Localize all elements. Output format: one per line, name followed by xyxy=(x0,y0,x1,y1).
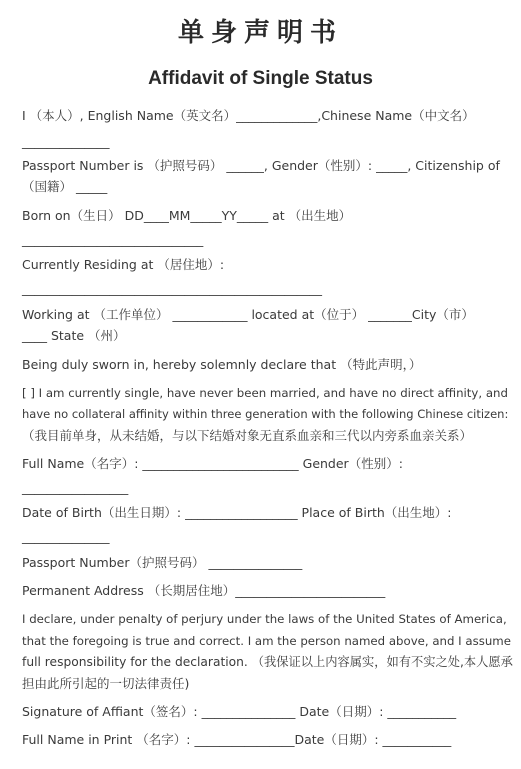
title-english: Affidavit of Single Status xyxy=(148,68,373,89)
line-birthplace-blank: _____________________________ xyxy=(22,232,204,247)
line-declaration-2: have no collateral affinity within three generation with the following Chinese citizen: xyxy=(22,407,509,421)
line-date-of-birth: Date of Birth（出生日期）: __________________ Place of Birth（出生地）: xyxy=(22,505,452,520)
line-declaration-cn: （我目前单身，从未结婚，与以下结婚对象无直系血亲和三代以内旁系血亲关系） xyxy=(22,428,473,443)
line-chinese-name-blank: ______________ xyxy=(22,134,110,149)
line-citizenship: （国籍） _____ xyxy=(22,179,108,194)
line-signature: Signature of Affiant（签名）: _______________ Date（日期）: ___________ xyxy=(22,704,457,719)
line-english-name: I （本人）, English Name（英文名）_____________,Chinese Name（中文名） xyxy=(22,108,475,123)
line-full-name-print: Full Name in Print （名字）: ________________Date（日期）: ___________ xyxy=(22,732,452,747)
line-perjury-2: that the foregoing is true and correct. I am the person named above, and I assume xyxy=(22,634,511,648)
line-residing-blank: ________________________________________________ xyxy=(22,281,322,296)
line-full-name: Full Name（名字）: _________________________ Gender（性别）: xyxy=(22,456,403,471)
line-perjury-cn: 担由此所引起的一切法律责任) xyxy=(22,676,190,691)
line-place-of-birth-blank: ______________ xyxy=(22,529,110,544)
title-chinese: 单身声明书 xyxy=(177,18,343,48)
line-passport-gender: Passport Number is （护照号码） ______, Gender（性别）: _____, Citizenship of xyxy=(22,158,500,173)
line-working-at: Working at （工作单位） ____________ located at（位于） _______City（市） xyxy=(22,307,474,322)
line-permanent-address: Permanent Address （长期居住地）________________________ xyxy=(22,583,386,598)
line-declaration-1: [ ] I am currently single, have never been married, and have no direct affinity, and xyxy=(22,386,508,400)
line-passport-number: Passport Number（护照号码） _______________ xyxy=(22,555,303,570)
line-gender-blank: _________________ xyxy=(22,480,129,495)
line-residing: Currently Residing at （居住地）: xyxy=(22,257,225,272)
line-perjury-1: I declare, under penalty of perjury under the laws of the United States of America, xyxy=(22,612,507,626)
line-born-on: Born on（生日） DD____MM_____YY_____ at （出生地） xyxy=(22,208,352,223)
line-sworn: Being duly sworn in, hereby solemnly declare that （特此声明，） xyxy=(22,357,422,372)
line-perjury-3: full responsibility for the declaration. （我保证以上内容属实，如有不实之处,本人愿承 xyxy=(22,655,513,669)
line-state: ____ State （州） xyxy=(22,328,126,343)
